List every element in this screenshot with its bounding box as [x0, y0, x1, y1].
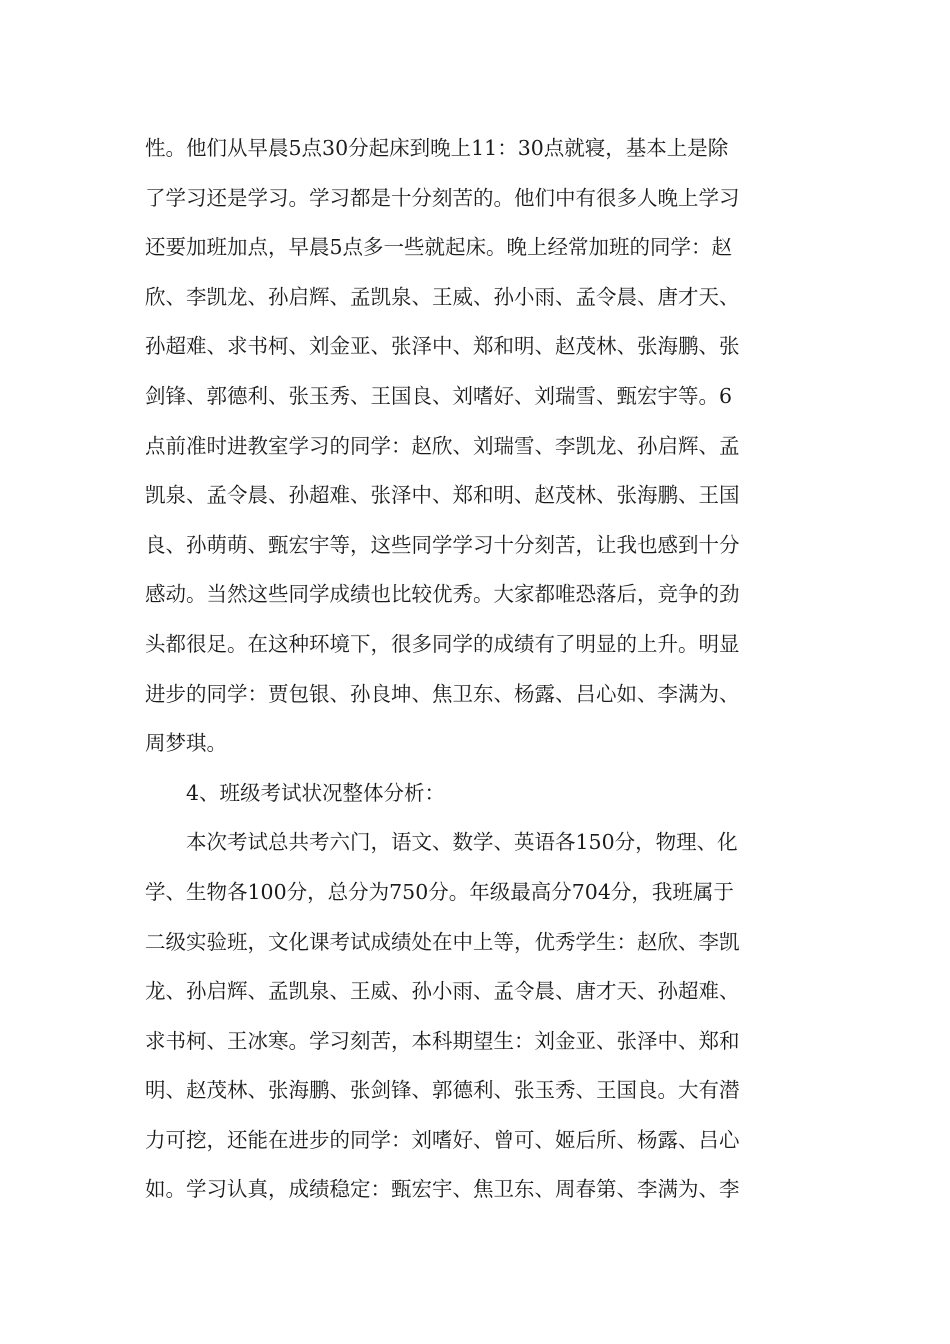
- text-line: 进步的同学：贾包银、孙良坤、焦卫东、杨露、吕心如、李满为、: [145, 681, 740, 706]
- text-line: 周梦琪。: [145, 731, 227, 756]
- text-line: 感动。当然这些同学成绩也比较优秀。大家都唯恐落后，竞争的劲: [145, 582, 740, 607]
- text-line: 良、孙萌萌、甄宏宇等，这些同学学习十分刻苦，让我也感到十分: [145, 532, 740, 557]
- text-line: 学、生物各100分，总分为750分。年级最高分704分，我班属于: [145, 879, 734, 904]
- text-line: 4、班级考试状况整体分析：: [145, 780, 446, 805]
- text-line: 还要加班加点，早晨5点多一些就起床。晚上经常加班的同学：赵: [145, 235, 733, 260]
- text-line: 头都很足。在这种环境下，很多同学的成绩有了明显的上升。明显: [145, 631, 740, 656]
- text-line: 求书柯、王冰寒。学习刻苦，本科期望生：刘金亚、张泽中、郑和: [145, 1028, 740, 1053]
- body-text: [145, 124, 825, 1215]
- text-line: 欣、李凯龙、孙启辉、孟凯泉、王威、孙小雨、孟令晨、唐才天、: [145, 284, 740, 309]
- text-line: 孙超难、求书柯、刘金亚、张泽中、郑和明、赵茂林、张海鹏、张: [145, 334, 740, 359]
- text-line: 性。他们从早晨5点30分起床到晚上11：30点就寝，基本上是除: [145, 136, 729, 160]
- text-line: 力可挖，还能在进步的同学：刘嗜好、曾可、姬后所、杨露、吕心: [145, 1127, 740, 1152]
- text-line: 如。学习认真，成绩稳定：甄宏宇、焦卫东、周春第、李满为、李: [145, 1177, 740, 1202]
- text-line: 点前准时进教室学习的同学：赵欣、刘瑞雪、李凯龙、孙启辉、孟: [145, 433, 740, 458]
- text-line: 二级实验班，文化课考试成绩处在中上等，优秀学生：赵欣、李凯: [145, 929, 740, 954]
- text-line: 龙、孙启辉、孟凯泉、王威、孙小雨、孟令晨、唐才天、孙超难、: [145, 979, 740, 1004]
- text-line: 凯泉、孟令晨、孙超难、张泽中、郑和明、赵茂林、张海鹏、王国: [145, 483, 740, 508]
- text-line: 剑锋、郭德利、张玉秀、王国良、刘嗜好、刘瑞雪、甄宏宇等。6: [145, 383, 733, 408]
- text-line: 本次考试总共考六门，语文、数学、英语各150分，物理、化: [145, 830, 738, 855]
- text-line: 了学习还是学习。学习都是十分刻苦的。他们中有很多人晚上学习: [145, 185, 740, 210]
- text-line: 明、赵茂林、张海鹏、张剑锋、郭德利、张玉秀、王国良。大有潜: [145, 1078, 740, 1103]
